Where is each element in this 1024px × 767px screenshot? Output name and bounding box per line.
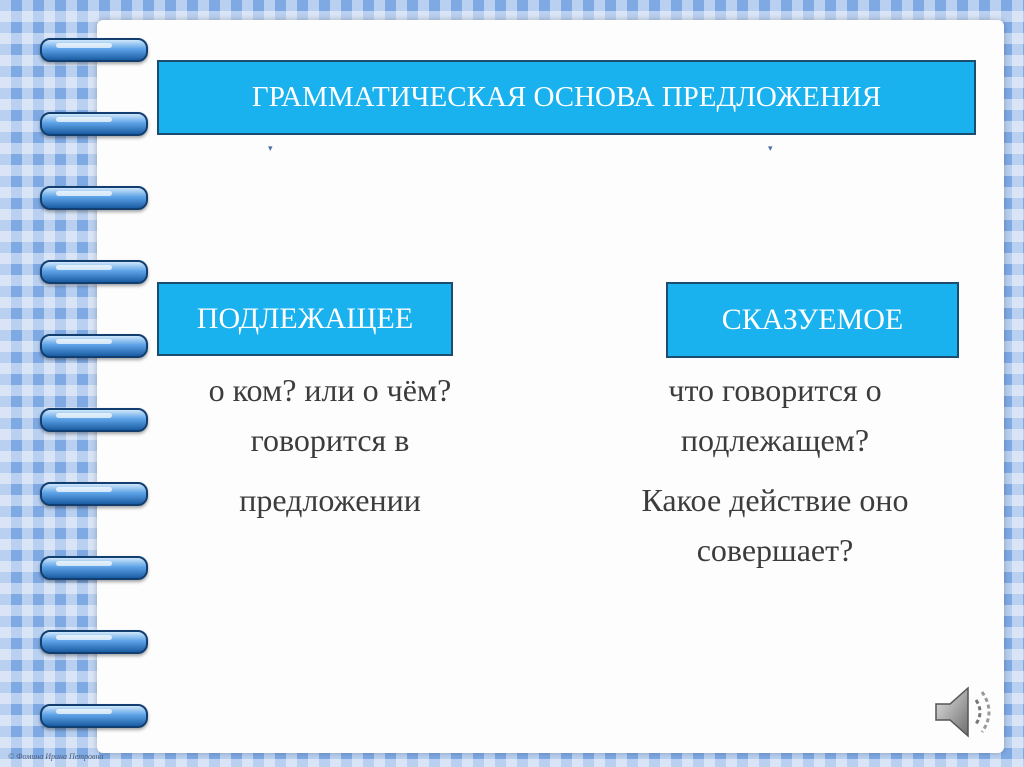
arrow-marker-left: ▾ <box>268 143 273 153</box>
predicate-questions <box>590 365 960 575</box>
subject-question-line: говорится в <box>250 422 410 458</box>
spiral-ring-icon <box>40 334 148 358</box>
predicate-label: СКАЗУЕМОЕ <box>721 303 904 336</box>
spiral-ring-icon <box>40 260 148 284</box>
predicate-question-line: совершает? <box>696 532 854 568</box>
spiral-ring-icon <box>40 408 148 432</box>
spiral-ring-icon <box>40 630 148 654</box>
predicate-question-line: Какое действие оно <box>641 482 909 518</box>
speaker-icon[interactable] <box>928 676 1000 748</box>
arrow-marker-right: ▾ <box>768 143 773 153</box>
predicate-question-line: что говорится о <box>668 372 882 408</box>
slide-title <box>157 60 976 135</box>
subject-question-line: о ком? или о чём? <box>208 372 452 408</box>
slide-title-text: ГРАММАТИЧЕСКАЯ ОСНОВА ПРЕДЛОЖЕНИЯ <box>251 81 882 113</box>
spiral-ring-icon <box>40 704 148 728</box>
spiral-ring-icon <box>40 186 148 210</box>
predicate-box <box>666 282 959 358</box>
spiral-ring-icon <box>40 112 148 136</box>
spiral-ring-icon <box>40 38 148 62</box>
subject-questions <box>150 365 510 525</box>
subject-question-line: предложении <box>239 482 421 518</box>
predicate-question-line: подлежащем? <box>680 422 870 458</box>
subject-label: ПОДЛЕЖАЩЕЕ <box>196 302 414 335</box>
spiral-ring-icon <box>40 556 148 580</box>
spiral-ring-icon <box>40 482 148 506</box>
subject-box <box>157 282 453 356</box>
footer-credit: © Фомина Ирина Петровна <box>8 752 104 761</box>
